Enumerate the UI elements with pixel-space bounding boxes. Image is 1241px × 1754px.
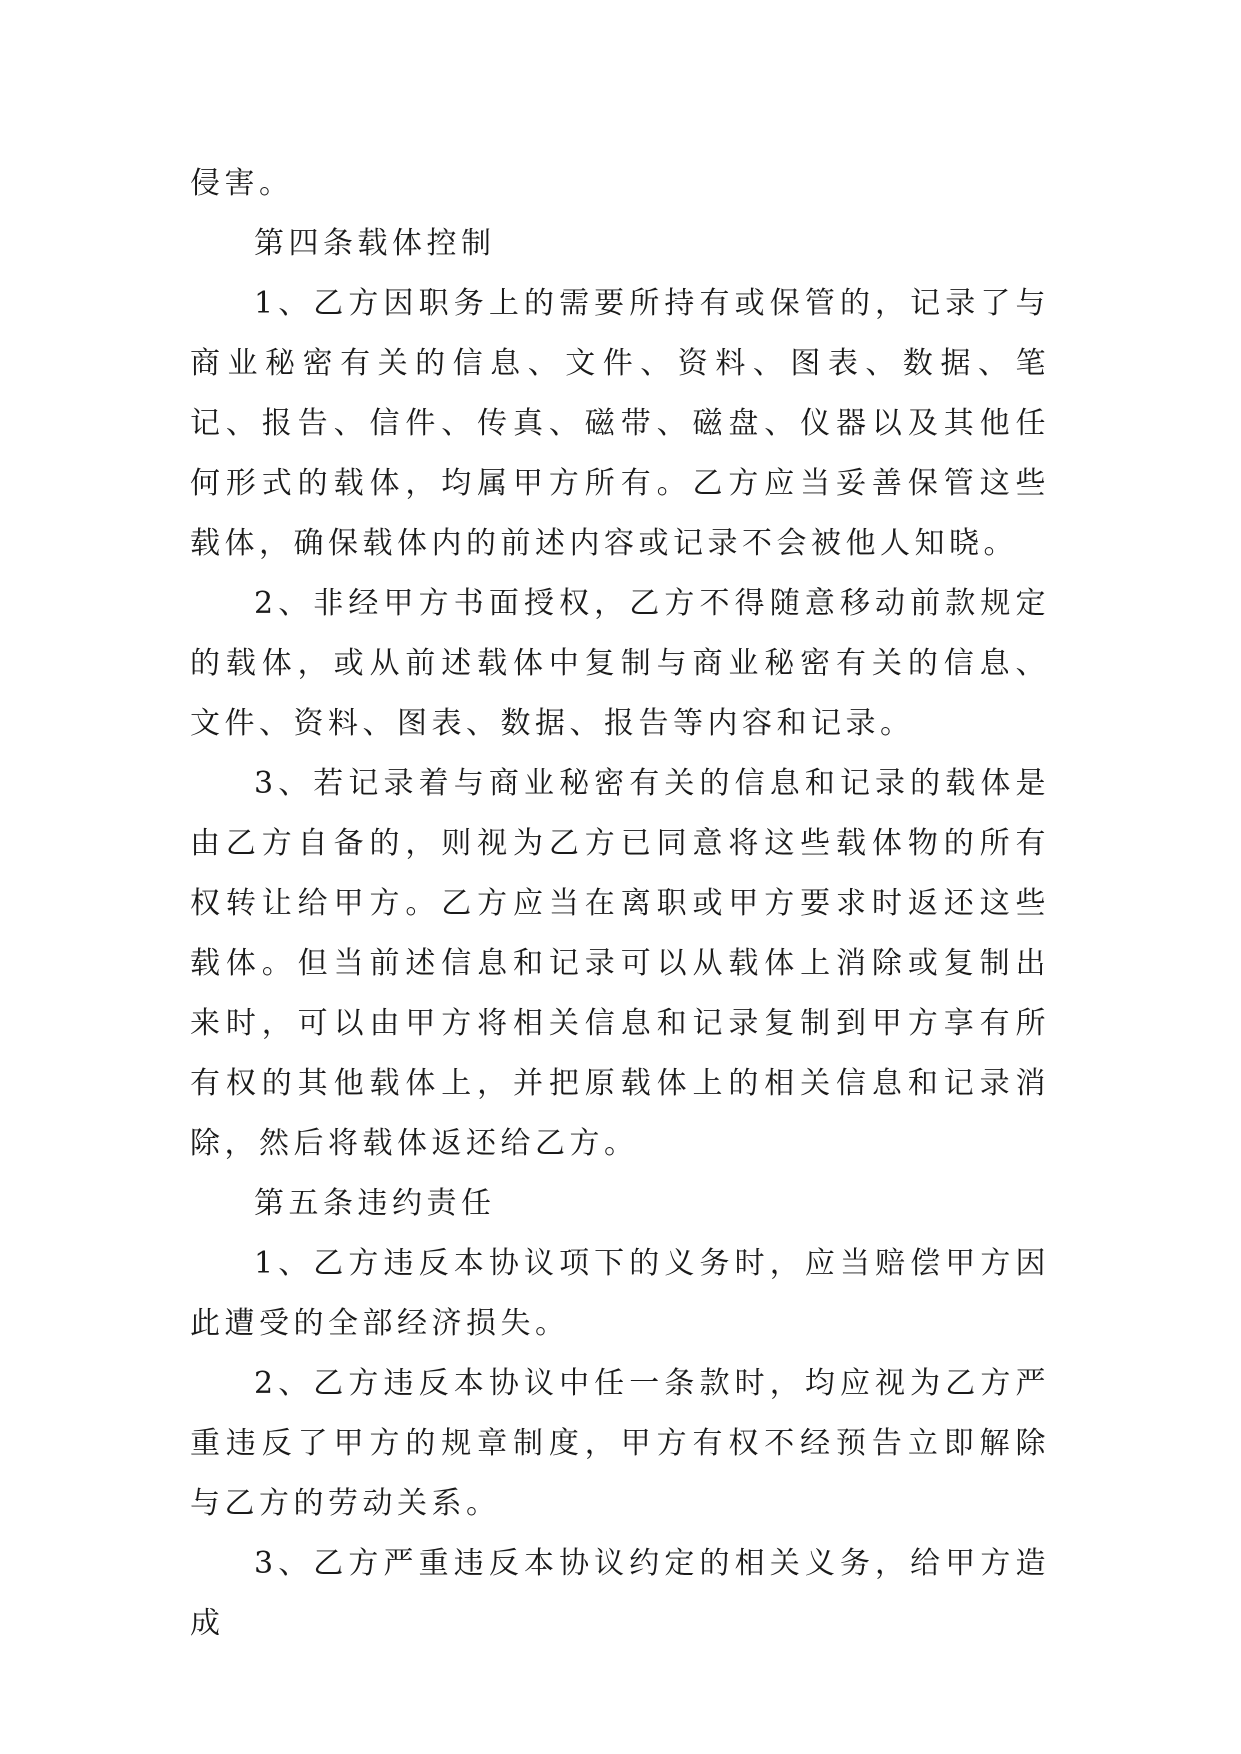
paragraph-article-4-item-3: 3、若记录着与商业秘密有关的信息和记录的载体是由乙方自备的，则视为乙方已同意将这些载体物的所有权转让给甲方。乙方应当在离职或甲方要求时返还这些载体。但当前述信息和记录可以从载体上消除或复制出来时，可以由甲方将相关信息和记录复制到甲方享有所有权的其他载体上，并把原载体上的相关信息和记录消除，然后将载体返还给乙方。 bbox=[190, 766, 1050, 1161]
section-heading-article-4: 第四条载体控制 bbox=[254, 226, 496, 261]
paragraph-article-4-item-2: 2、非经甲方书面授权，乙方不得随意移动前款规定的载体，或从前述载体中复制与商业秘密有关的信息、文件、资料、图表、数据、报告等内容和记录。 bbox=[190, 586, 1050, 741]
section-heading-article-5: 第五条违约责任 bbox=[254, 1186, 496, 1221]
paragraph-continuation: 侵害。 bbox=[190, 166, 294, 201]
paragraph-article-5-item-3: 3、乙方严重违反本协议约定的相关义务，给甲方造成 bbox=[190, 1546, 1050, 1641]
paragraph-article-5-item-1: 1、乙方违反本协议项下的义务时，应当赔偿甲方因此遭受的全部经济损失。 bbox=[190, 1246, 1050, 1341]
paragraph-article-4-item-1: 1、乙方因职务上的需要所持有或保管的，记录了与商业秘密有关的信息、文件、资料、图表、数据、笔记、报告、信件、传真、磁带、磁盘、仪器以及其他任何形式的载体，均属甲方所有。乙方应当妥善保管这些载体，确保载体内的前述内容或记录不会被他人知晓。 bbox=[190, 286, 1050, 561]
paragraph-article-5-item-2: 2、乙方违反本协议中任一条款时，均应视为乙方严重违反了甲方的规章制度，甲方有权不经预告立即解除与乙方的劳动关系。 bbox=[190, 1366, 1050, 1521]
document-body bbox=[190, 154, 1050, 1654]
